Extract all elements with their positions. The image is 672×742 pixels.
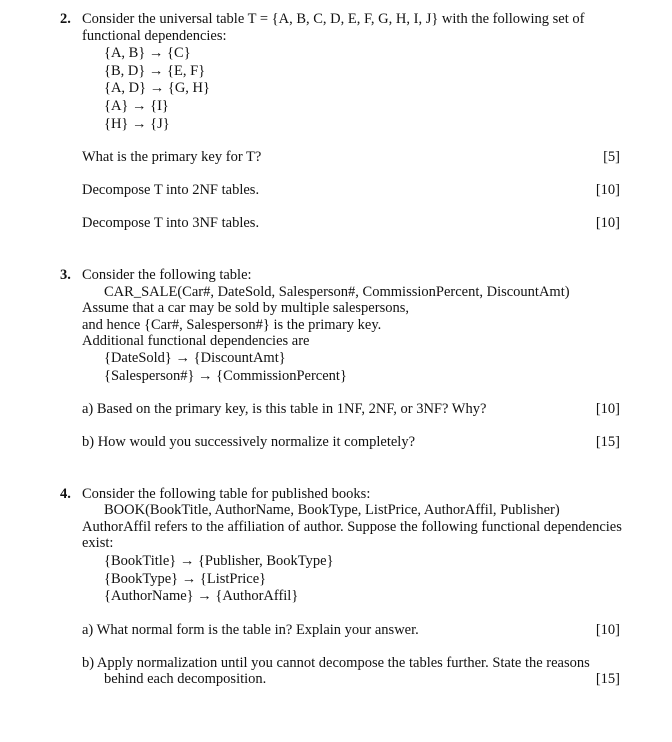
functional-dependency: {DateSold} → {DiscountAmt}	[104, 350, 286, 366]
table-schema: CAR_SALE(Car#, DateSold, Salesperson#, CommissionPercent, DiscountAmt)	[104, 284, 570, 300]
marks-label: [10]	[595, 182, 620, 198]
question-text: exist:	[82, 535, 114, 551]
marks-label: [5]	[603, 149, 620, 165]
marks-label: [15]	[595, 671, 620, 687]
question-number: 2.	[60, 11, 71, 27]
question-part: b) Apply normalization until you cannot decompose the tables further. State the reasons	[82, 655, 590, 671]
question-part: What is the primary key for T?	[82, 149, 262, 165]
question-part: Decompose T into 2NF tables.	[82, 182, 260, 198]
question-part: Decompose T into 3NF tables.	[82, 215, 260, 231]
question-text: AuthorAffil refers to the affiliation of author. Suppose the following functional dependencies	[82, 519, 622, 535]
question-number: 4.	[60, 486, 71, 502]
question-text: Assume that a car may be sold by multiple salespersons,	[82, 300, 409, 316]
functional-dependency: {A} → {I}	[104, 98, 169, 114]
functional-dependency: {H} → {J}	[104, 116, 170, 132]
functional-dependency: {AuthorName} → {AuthorAffil}	[104, 588, 299, 604]
question-text: functional dependencies:	[82, 28, 227, 44]
marks-label: [15]	[595, 434, 620, 450]
question-text: Consider the following table for published books:	[82, 486, 371, 502]
question-text: and hence {Car#, Salesperson#} is the primary key.	[82, 317, 382, 333]
table-schema: BOOK(BookTitle, AuthorName, BookType, ListPrice, AuthorAffil, Publisher)	[104, 502, 560, 518]
question-text: Consider the universal table T = {A, B, C, D, E, F, G, H, I, J} with the following set of	[82, 11, 585, 27]
marks-label: [10]	[595, 622, 620, 638]
question-part: b) How would you successively normalize it completely?	[82, 434, 416, 450]
functional-dependency: {Salesperson#} → {CommissionPercent}	[104, 368, 347, 384]
functional-dependency: {B, D} → {E, F}	[104, 63, 206, 79]
functional-dependency: {BookTitle} → {Publisher, BookType}	[104, 553, 334, 569]
question-part: a) Based on the primary key, is this table in 1NF, 2NF, or 3NF? Why?	[82, 401, 487, 417]
question-number: 3.	[60, 267, 71, 283]
question-part: a) What normal form is the table in? Explain your answer.	[82, 622, 419, 638]
functional-dependency: {A, D} → {G, H}	[104, 80, 210, 96]
question-text: Additional functional dependencies are	[82, 333, 310, 349]
question-part-continuation: behind each decomposition.	[104, 671, 267, 687]
question-text: Consider the following table:	[82, 267, 252, 283]
marks-label: [10]	[595, 401, 620, 417]
functional-dependency: {BookType} → {ListPrice}	[104, 571, 267, 587]
functional-dependency: {A, B} → {C}	[104, 45, 191, 61]
marks-label: [10]	[595, 215, 620, 231]
